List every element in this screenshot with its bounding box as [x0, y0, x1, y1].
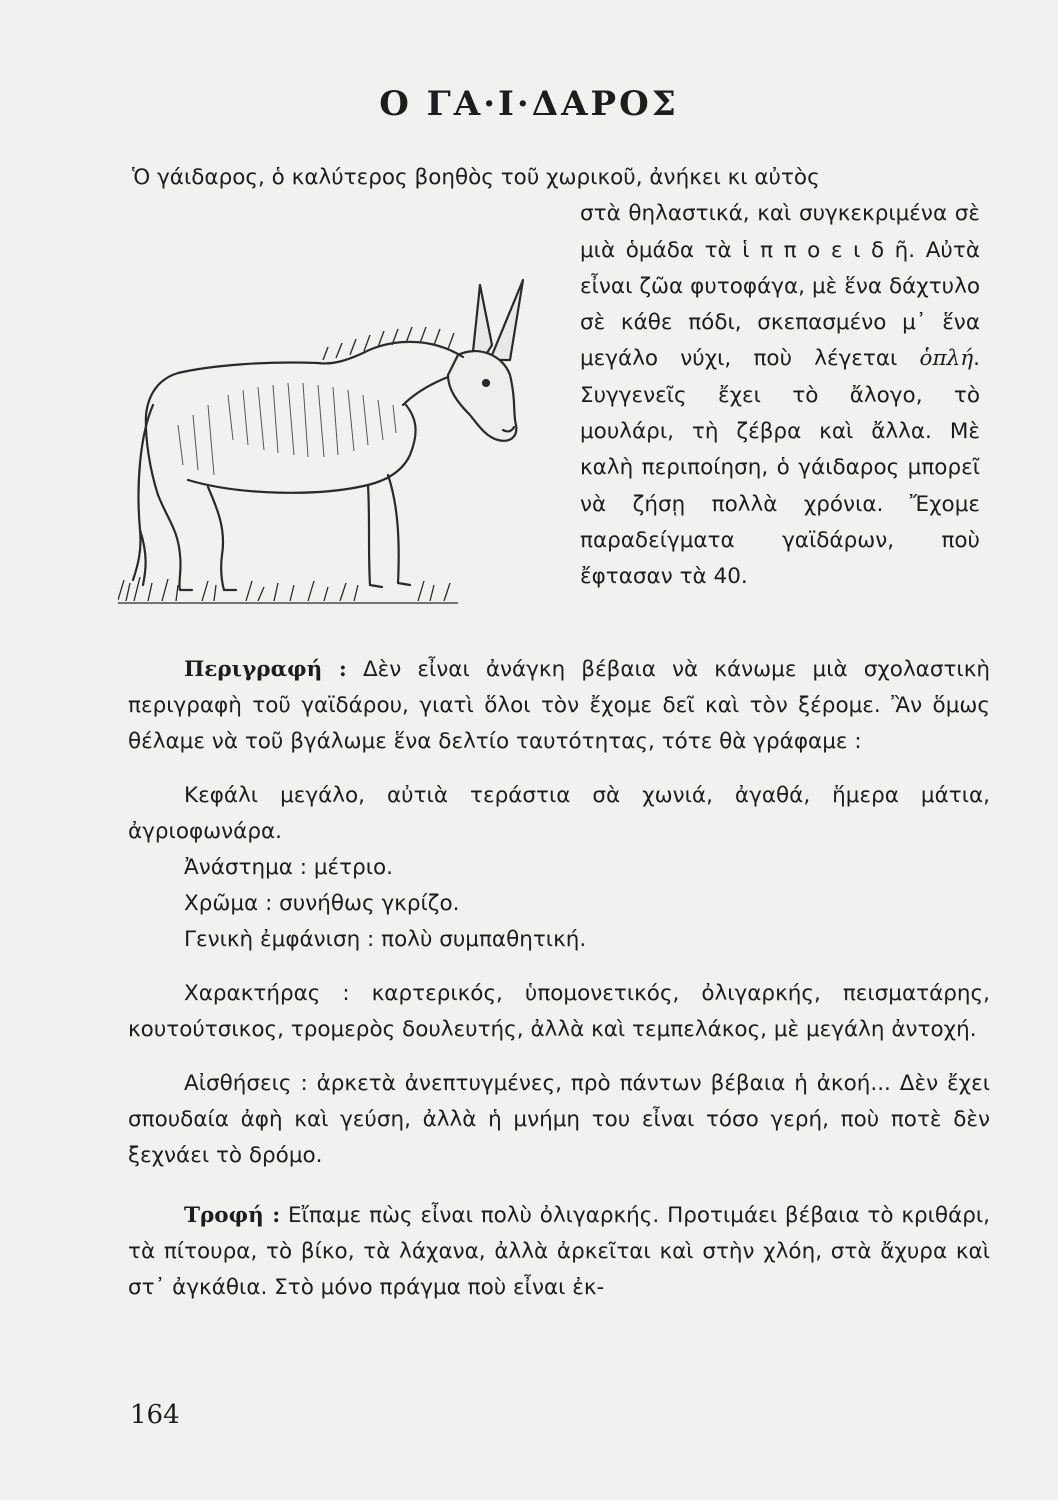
trait-head: Κεφάλι μεγάλο, αὐτιὰ τεράστια σὰ χωνιά, ἀγαθά, ἥμερα μάτια, ἀγριοφωνάρα.: [128, 783, 990, 844]
intro-text-b: . Συγγενεῖς ἔχει τὸ ἄλογο, τὸ μουλάρι, τὴ ζέβρα καὶ ἄλλα. Μὲ καλὴ περιποίηση, ὁ γάιδαρος μπορεῖ νὰ ζήσῃ πολλὰ χρόνια. Ἔχομε παραδείγματα γαϊδάρων, ποὺ ἔφτασαν τὰ 40.: [580, 346, 980, 590]
trait-color: Χρῶμα : συνήθως γκρίζο.: [184, 891, 460, 916]
description-paragraph: [128, 652, 990, 760]
character-paragraph: Χαρακτήρας : καρτερικός, ὑπομονετικός, ὀλιγαρκής, πεισματάρης, κουτούτσικος, τρομερὸς δουλευτής, ἀλλὰ καὶ τεμπελάκος, μὲ μεγάλη ἀντοχή.: [128, 981, 990, 1042]
food-label: Τροφή :: [184, 1203, 281, 1228]
food-paragraph: [128, 1198, 990, 1306]
page-title: Ο ΓΑ·Ι·ΔΑΡΟΣ: [379, 84, 679, 124]
food-text: Εἴπαμε πὼς εἶναι πολὺ ὀλιγαρκής. Προτιμάει βέβαια τὸ κριθάρι, τὰ πίτουρα, τὸ βίκο, τὰ λάχανα, ἀλλὰ ἀρκεῖται καὶ στὴν χλόη, στὰ ἄχυρα καὶ στ᾿ ἀγκάθια. Στὸ μόνο πράγμα ποὺ εἶναι ἐκ-: [128, 1203, 990, 1300]
description-text: Δὲν εἶναι ἀνάγκη βέβαια νὰ κάνωμε μιὰ σχολαστικὴ περιγραφὴ τοῦ γαϊδάρου, γιατὶ ὅλοι τὸν ἔχομε δεῖ καὶ τὸν ξέρομε. Ἂν ὅμως θέλαμε νὰ τοῦ βγάλωμε ἕνα δελτίο ταυτότητας, τότε θὰ γράφαμε :: [128, 657, 990, 754]
intro-first-line: Ὁ γάιδαρος, ὁ καλύτερος βοηθὸς τοῦ χωρικοῦ, ἀνήκει κι αὐτὸς: [132, 165, 820, 190]
donkey-illustration: [118, 265, 538, 615]
senses-paragraph: Αἰσθήσεις : ἀρκετὰ ἀνεπτυγμένες, πρὸ πάντων βέβαια ἡ ἀκοή... Δὲν ἔχει σπουδαία ἀφὴ καὶ γεύση, ἀλλὰ ἡ μνήμη του εἶναι τόσο γερή, ποὺ ποτὲ δὲν ξεχνάει τὸ δρόμο.: [128, 1071, 990, 1168]
intro-term: ὁπλή: [919, 346, 974, 372]
main-text: [128, 652, 990, 1306]
description-label: Περιγραφή :: [184, 657, 347, 682]
intro-text-a: στὰ θηλαστικά, καὶ συγκεκριμένα σὲ μιὰ ὁμάδα τὰ ἱ π π ο ε ι δ ῆ. Αὐτὰ εἶναι ζῶα φυτοφάγα, μὲ ἕνα δάχτυλο σὲ κάθε πόδι, σκεπασμένο μ᾿ ἕνα μεγάλο νύχι, ποὺ λέγεται: [580, 201, 980, 372]
page-number: 164: [130, 1400, 180, 1430]
trait-appearance: Γενικὴ ἐμφάνιση : πολὺ συμπαθητική.: [184, 927, 587, 952]
trait-height: Ἀνάστημα : μέτριο.: [184, 855, 394, 880]
intro-paragraph: [132, 160, 980, 596]
